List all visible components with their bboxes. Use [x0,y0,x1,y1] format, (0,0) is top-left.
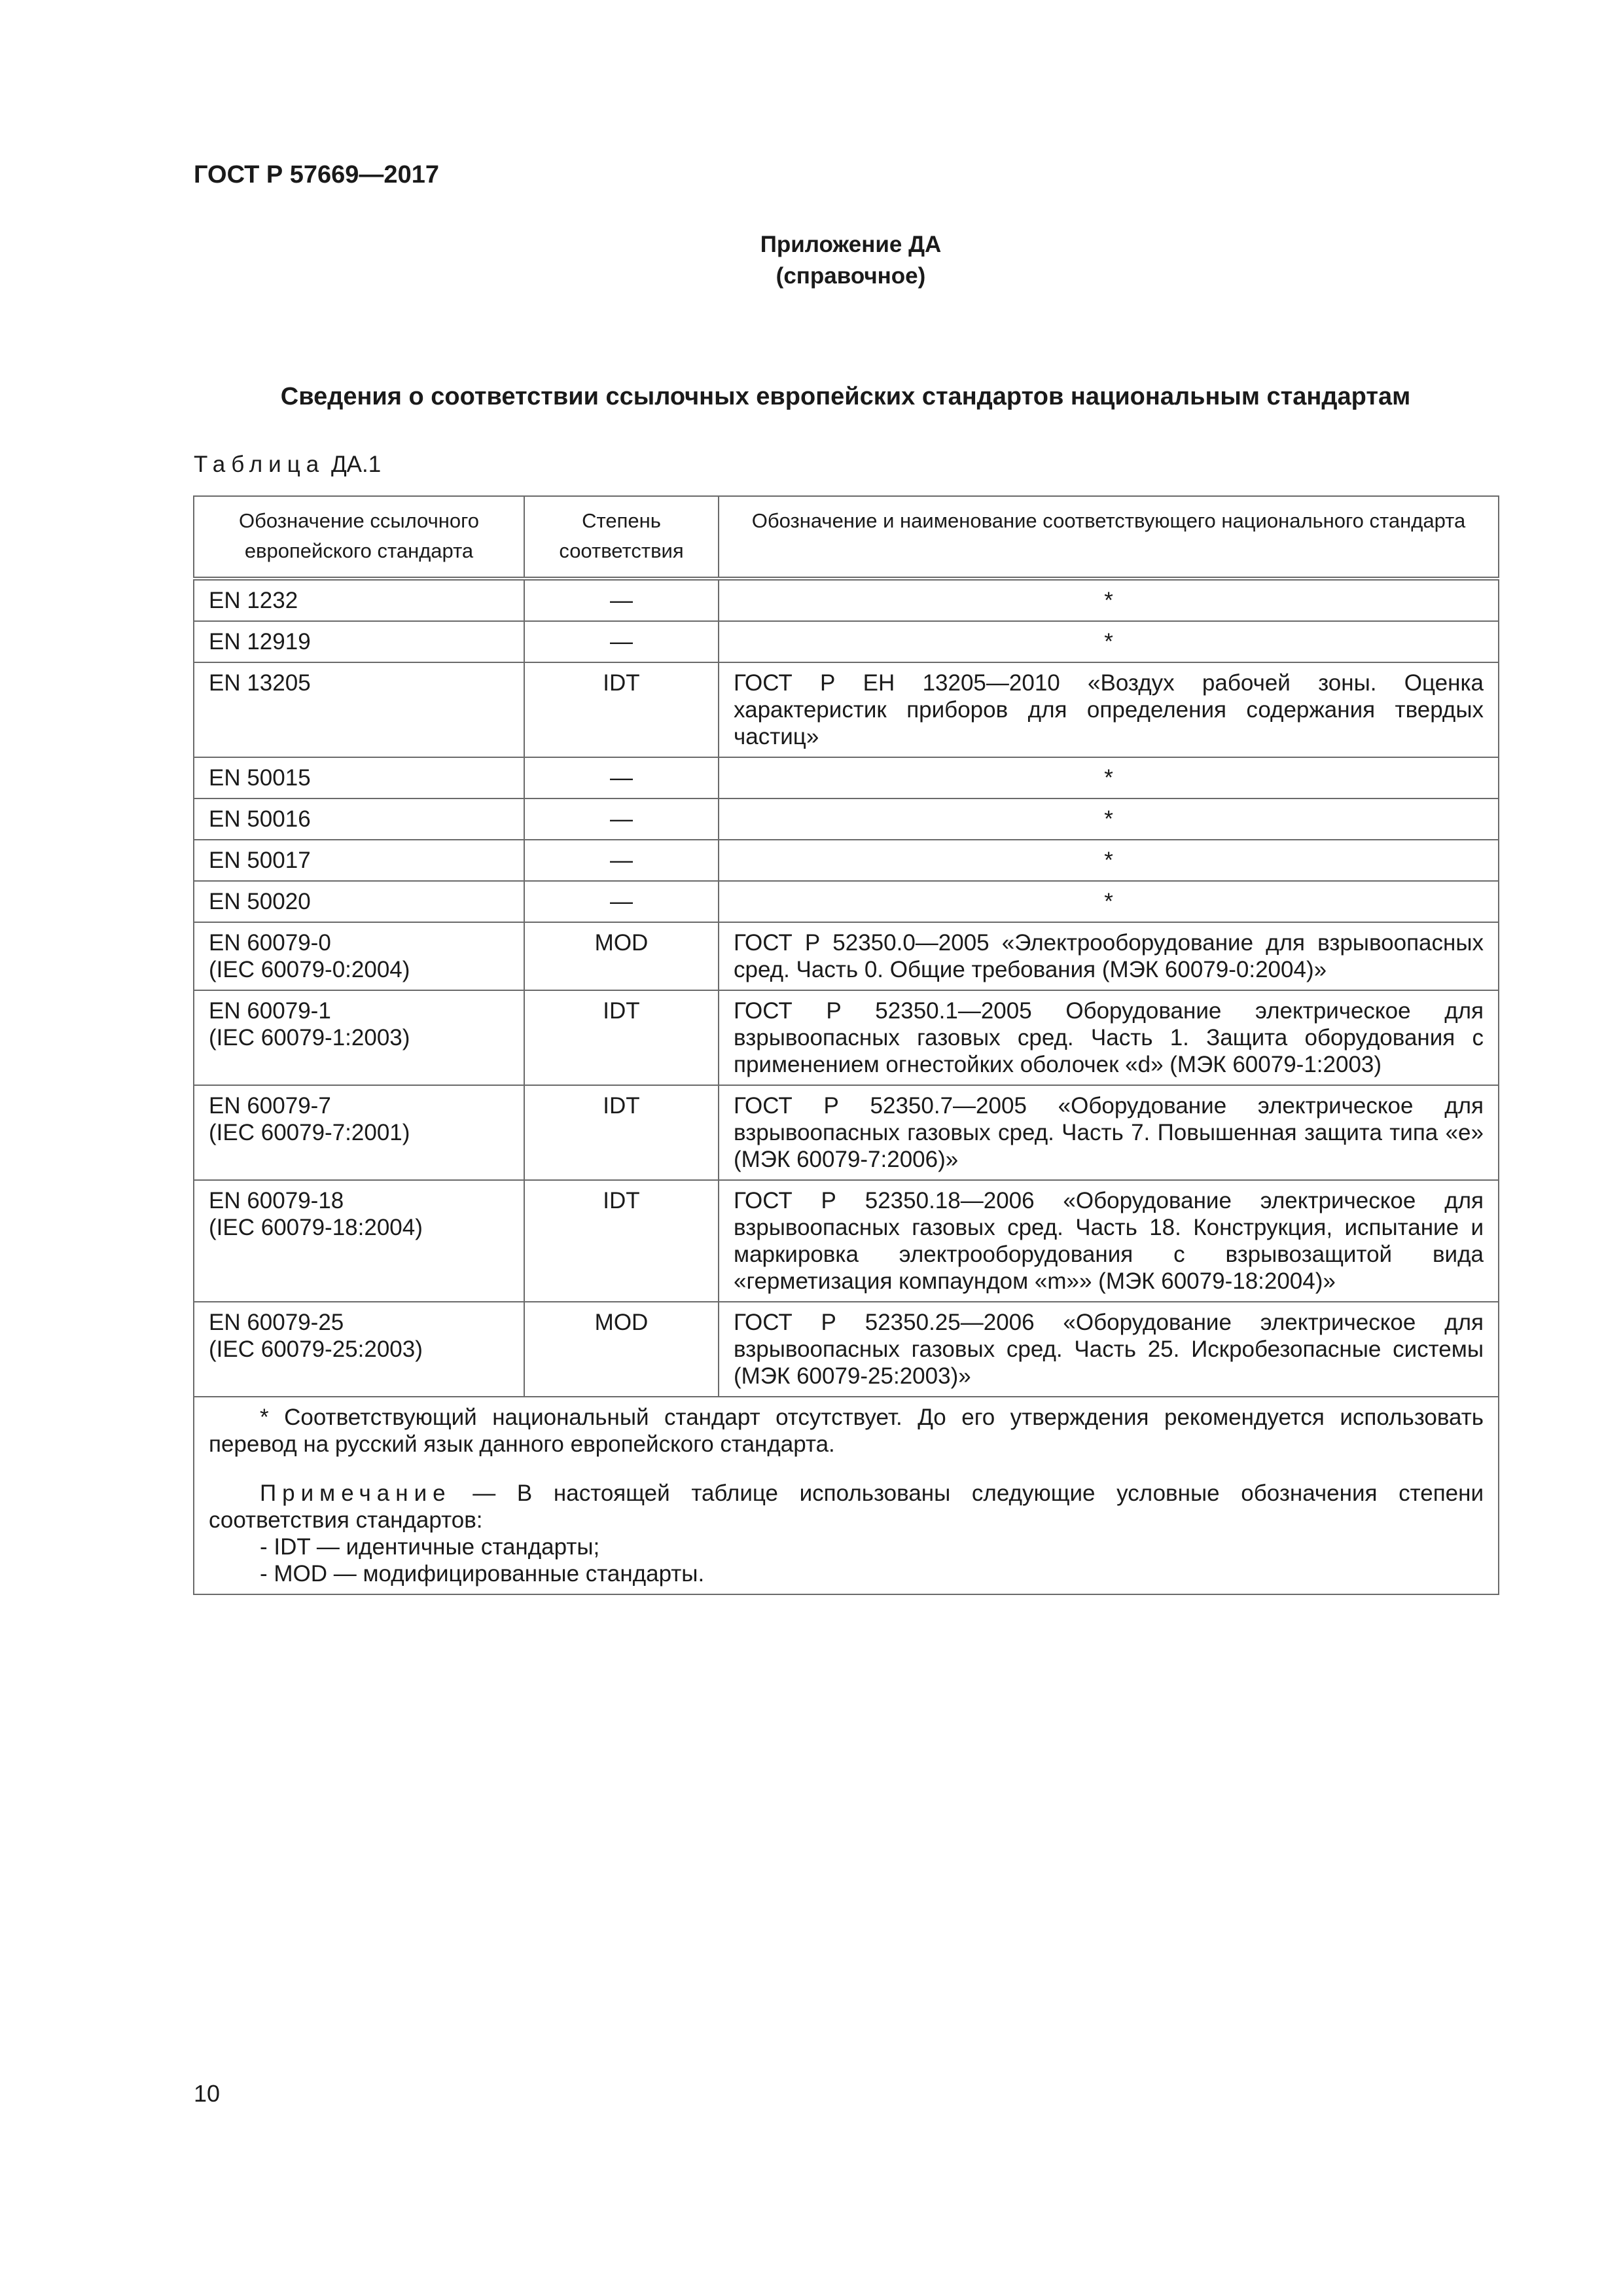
footnote-text: * Соответствующий национальный стандарт отсутствует. До его утверждения рекомендуется использовать перевод на русский язык данного европейского стандарта. [209,1405,1484,1457]
iec-standard-code: (IEC 60079-25:2003) [209,1336,423,1362]
section-title: Сведения о соответствии ссылочных европейских стандартов национальным стандартам [280,383,1411,410]
national-standard-cell: * [719,579,1499,621]
eu-standard-cell: EN 50015 [194,757,524,798]
national-standard-cell: * [719,621,1499,662]
degree-cell: — [524,798,719,840]
correspondence-table [193,495,1499,1595]
note-label: Примечание [260,1480,452,1506]
eu-standard-code: EN 60079-0 [209,930,331,956]
table-row [194,621,1499,662]
document-code: ГОСТ Р 57669—2017 [194,161,439,188]
degree-cell: — [524,757,719,798]
table-row [194,579,1499,621]
national-standard-cell: ГОСТ Р 52350.18—2006 «Оборудование электрическое для взрывоопасных газовых сред. Часть 18. Конструкция, испытание и маркировка электрооборудования с взрывозащитой вида «герметизация компаундом «m»» (МЭК 60079-18:2004)» [719,1180,1499,1302]
iec-standard-code: (IEC 60079-18:2004) [209,1215,423,1240]
degree-cell: — [524,621,719,662]
table-row [194,1180,1499,1302]
national-standard-cell: * [719,881,1499,922]
table-row [194,990,1499,1085]
table-row [194,1302,1499,1397]
degree-cell: — [524,579,719,621]
eu-standard-cell: EN 50016 [194,798,524,840]
degree-cell: IDT [524,990,719,1085]
table-row [194,840,1499,881]
table-label-number: ДА.1 [330,452,382,477]
eu-standard-code: EN 60079-25 [209,1310,344,1335]
table-footnote-row [194,1397,1499,1594]
table-header-row [194,496,1499,579]
table-row [194,1085,1499,1180]
eu-standard-cell [194,922,524,990]
national-standard-cell: ГОСТ Р 52350.7—2005 «Оборудование электрическое для взрывоопасных газовых сред. Часть 7. Повышенная защита типа «е» (МЭК 60079-7:2006)» [719,1085,1499,1180]
eu-standard-cell: EN 50017 [194,840,524,881]
national-standard-cell: * [719,757,1499,798]
header-national-standard: Обозначение и наименование соответствующего национального стандарта [719,496,1499,579]
eu-standard-cell: EN 12919 [194,621,524,662]
appendix-heading [0,229,1623,292]
degree-cell: IDT [524,662,719,757]
note-paragraph [209,1480,1484,1534]
national-standard-cell: * [719,840,1499,881]
eu-standard-cell [194,1085,524,1180]
table-row [194,757,1499,798]
eu-standard-code: EN 60079-1 [209,998,331,1024]
degree-cell: — [524,881,719,922]
appendix-subtitle: (справочное) [776,263,926,289]
table-row [194,662,1499,757]
degree-cell: MOD [524,1302,719,1397]
table-row [194,798,1499,840]
national-standard-cell: ГОСТ Р 52350.0—2005 «Электрооборудование для взрывоопасных сред. Часть 0. Общие требования (МЭК 60079-0:2004)» [719,922,1499,990]
national-standard-cell: * [719,798,1499,840]
note-item-mod: - MOD — модифицированные стандарты. [260,1561,705,1587]
header-european-standard: Обозначение ссылочного европейского стандарта [194,496,524,579]
degree-cell: MOD [524,922,719,990]
eu-standard-cell [194,990,524,1085]
degree-cell: — [524,840,719,881]
note-item-idt: - IDT — идентичные стандарты; [260,1534,600,1560]
table-row [194,881,1499,922]
degree-cell: IDT [524,1085,719,1180]
eu-standard-code: EN 60079-18 [209,1188,344,1213]
national-standard-cell: ГОСТ Р ЕН 13205—2010 «Воздух рабочей зоны. Оценка характеристик приборов для определения содержания твердых частиц» [719,662,1499,757]
header-degree: Степень соответствия [524,496,719,579]
degree-cell: IDT [524,1180,719,1302]
note-text: — В настоящей таблице использованы следующие условные обозначения степени соответствия стандартов: [209,1480,1484,1533]
eu-standard-cell [194,1302,524,1397]
table-label [194,452,381,478]
iec-standard-code: (IEC 60079-0:2004) [209,957,410,982]
table-label-word: Таблица [194,452,325,477]
iec-standard-code: (IEC 60079-7:2001) [209,1120,410,1145]
national-standard-cell: ГОСТ Р 52350.1—2005 Оборудование электрическое для взрывоопасных газовых сред. Часть 1. Защита оборудования с применением огнестойких оболочек «d» (МЭК 60079-1:2003) [719,990,1499,1085]
national-standard-cell: ГОСТ Р 52350.25—2006 «Оборудование электрическое для взрывоопасных газовых сред. Часть 25. Искробезопасные системы (МЭК 60079-25:2003)» [719,1302,1499,1397]
appendix-title: Приложение ДА [760,232,942,257]
eu-standard-code: EN 60079-7 [209,1093,331,1119]
page-number: 10 [194,2080,221,2107]
eu-standard-cell: EN 50020 [194,881,524,922]
iec-standard-code: (IEC 60079-1:2003) [209,1025,410,1050]
eu-standard-cell: EN 13205 [194,662,524,757]
eu-standard-cell [194,1180,524,1302]
footnote-cell [194,1397,1499,1594]
table-row [194,922,1499,990]
eu-standard-cell: EN 1232 [194,579,524,621]
